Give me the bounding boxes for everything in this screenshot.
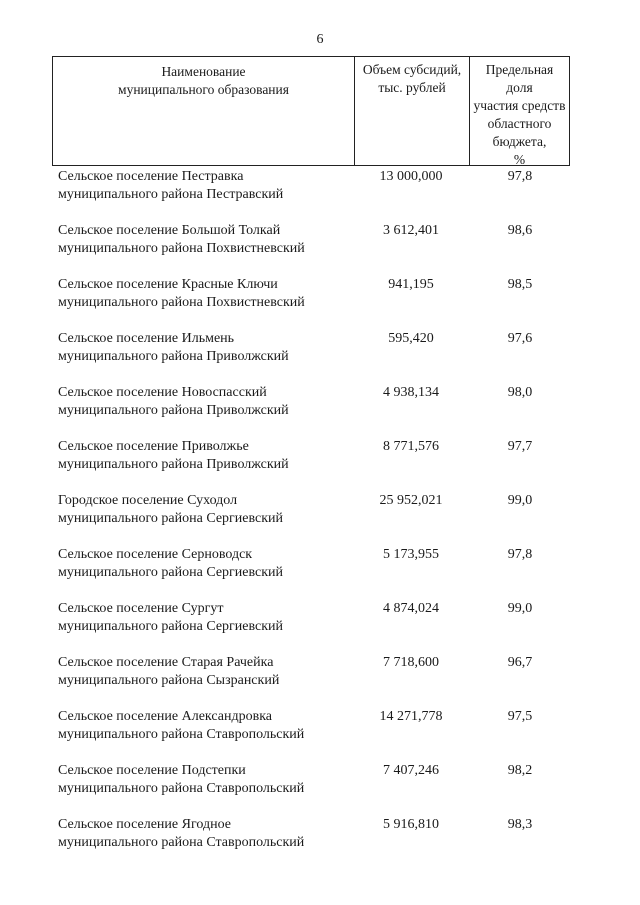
share-value: 97,5	[507, 709, 533, 724]
name-line: Сельское поселение Ягодное	[58, 817, 231, 832]
table-row	[52, 816, 570, 870]
subsidy-value: 8 771,576	[383, 439, 439, 454]
header-share-line: областного	[487, 116, 552, 131]
name-line: муниципального района Ставропольский	[58, 781, 305, 796]
subsidy-value: 7 718,600	[383, 655, 439, 670]
name-line: муниципального района Похвистневский	[58, 241, 305, 256]
header-subsidy	[355, 57, 470, 165]
table-row	[52, 600, 570, 654]
header-name-line: Наименование	[161, 64, 246, 79]
name-line: муниципального района Сергиевский	[58, 619, 284, 634]
name-line: муниципального района Похвистневский	[58, 295, 305, 310]
share-value: 99,0	[507, 601, 533, 616]
share-value: 97,6	[507, 331, 533, 346]
municipality-name	[58, 330, 350, 366]
table-row	[52, 762, 570, 816]
table-row	[52, 492, 570, 546]
header-subsidy-line: Объем субсидий,	[362, 62, 462, 77]
name-line: Сельское поселение Ильмень	[58, 331, 235, 346]
table-row	[52, 438, 570, 492]
share-value: 97,8	[507, 169, 533, 184]
subsidy-value: 3 612,401	[383, 223, 439, 238]
name-line: муниципального района Ставропольский	[58, 835, 305, 850]
header-share-line: участия средств	[473, 98, 566, 113]
table-row	[52, 708, 570, 762]
header-subsidy-line: тыс. рублей	[378, 80, 446, 95]
name-line: муниципального района Сергиевский	[58, 511, 284, 526]
municipality-name	[58, 276, 350, 312]
subsidy-value: 14 271,778	[379, 709, 443, 724]
name-line: муниципального района Ставропольский	[58, 727, 305, 742]
municipality-name	[58, 492, 350, 528]
name-line: муниципального района Пестравский	[58, 187, 284, 202]
share-value: 99,0	[507, 493, 533, 508]
municipality-name	[58, 600, 350, 636]
share-value: 97,7	[507, 439, 533, 454]
share-value: 97,8	[507, 547, 533, 562]
header-name-line: муниципального образования	[118, 82, 289, 97]
name-line: Сельское поселение Сургут	[58, 601, 224, 616]
table-row	[52, 546, 570, 600]
subsidy-table	[52, 56, 570, 850]
table-row	[52, 168, 570, 222]
share-value: 98,5	[507, 277, 533, 292]
table-header	[52, 56, 570, 166]
name-line: Сельское поселение Приволжье	[58, 439, 249, 454]
share-value: 98,2	[507, 763, 533, 778]
name-line: Городское поселение Суходол	[58, 493, 238, 508]
header-share-line: Предельная	[485, 62, 554, 77]
header-name	[53, 57, 355, 165]
municipality-name	[58, 762, 350, 798]
table-row	[52, 384, 570, 438]
name-line: Сельское поселение Новоспасский	[58, 385, 267, 400]
subsidy-value: 25 952,021	[379, 493, 443, 508]
municipality-name	[58, 654, 350, 690]
header-share-line: бюджета,	[492, 134, 547, 149]
page-number: 6	[316, 32, 324, 47]
share-value: 96,7	[507, 655, 533, 670]
name-line: муниципального района Сызранский	[58, 673, 280, 688]
municipality-name	[58, 168, 350, 204]
share-value: 98,0	[507, 385, 533, 400]
municipality-name	[58, 438, 350, 474]
share-value: 98,3	[507, 817, 533, 832]
municipality-name	[58, 384, 350, 420]
subsidy-value: 4 938,134	[383, 385, 439, 400]
header-share	[470, 57, 569, 165]
subsidy-value: 7 407,246	[383, 763, 439, 778]
table-row	[52, 276, 570, 330]
name-line: муниципального района Приволжский	[58, 457, 289, 472]
header-share-line: %	[513, 152, 526, 167]
municipality-name	[58, 816, 350, 852]
table-row	[52, 654, 570, 708]
subsidy-value: 941,195	[388, 277, 434, 292]
name-line: Сельское поселение Старая Рачейка	[58, 655, 274, 670]
table-row	[52, 330, 570, 384]
header-share-line: доля	[506, 80, 533, 95]
subsidy-value: 5 916,810	[383, 817, 439, 832]
table-row	[52, 222, 570, 276]
municipality-name	[58, 222, 350, 258]
name-line: муниципального района Приволжский	[58, 403, 289, 418]
name-line: Сельское поселение Подстепки	[58, 763, 246, 778]
subsidy-value: 4 874,024	[383, 601, 439, 616]
name-line: Сельское поселение Красные Ключи	[58, 277, 278, 292]
name-line: Сельское поселение Большой Толкай	[58, 223, 281, 238]
name-line: Сельское поселение Серноводск	[58, 547, 253, 562]
name-line: муниципального района Сергиевский	[58, 565, 284, 580]
subsidy-value: 13 000,000	[379, 169, 443, 184]
name-line: Сельское поселение Пестравка	[58, 169, 244, 184]
name-line: Сельское поселение Александровка	[58, 709, 273, 724]
municipality-name	[58, 546, 350, 582]
share-value: 98,6	[507, 223, 533, 238]
subsidy-value: 5 173,955	[383, 547, 439, 562]
municipality-name	[58, 708, 350, 744]
name-line: муниципального района Приволжский	[58, 349, 289, 364]
subsidy-value: 595,420	[388, 331, 434, 346]
